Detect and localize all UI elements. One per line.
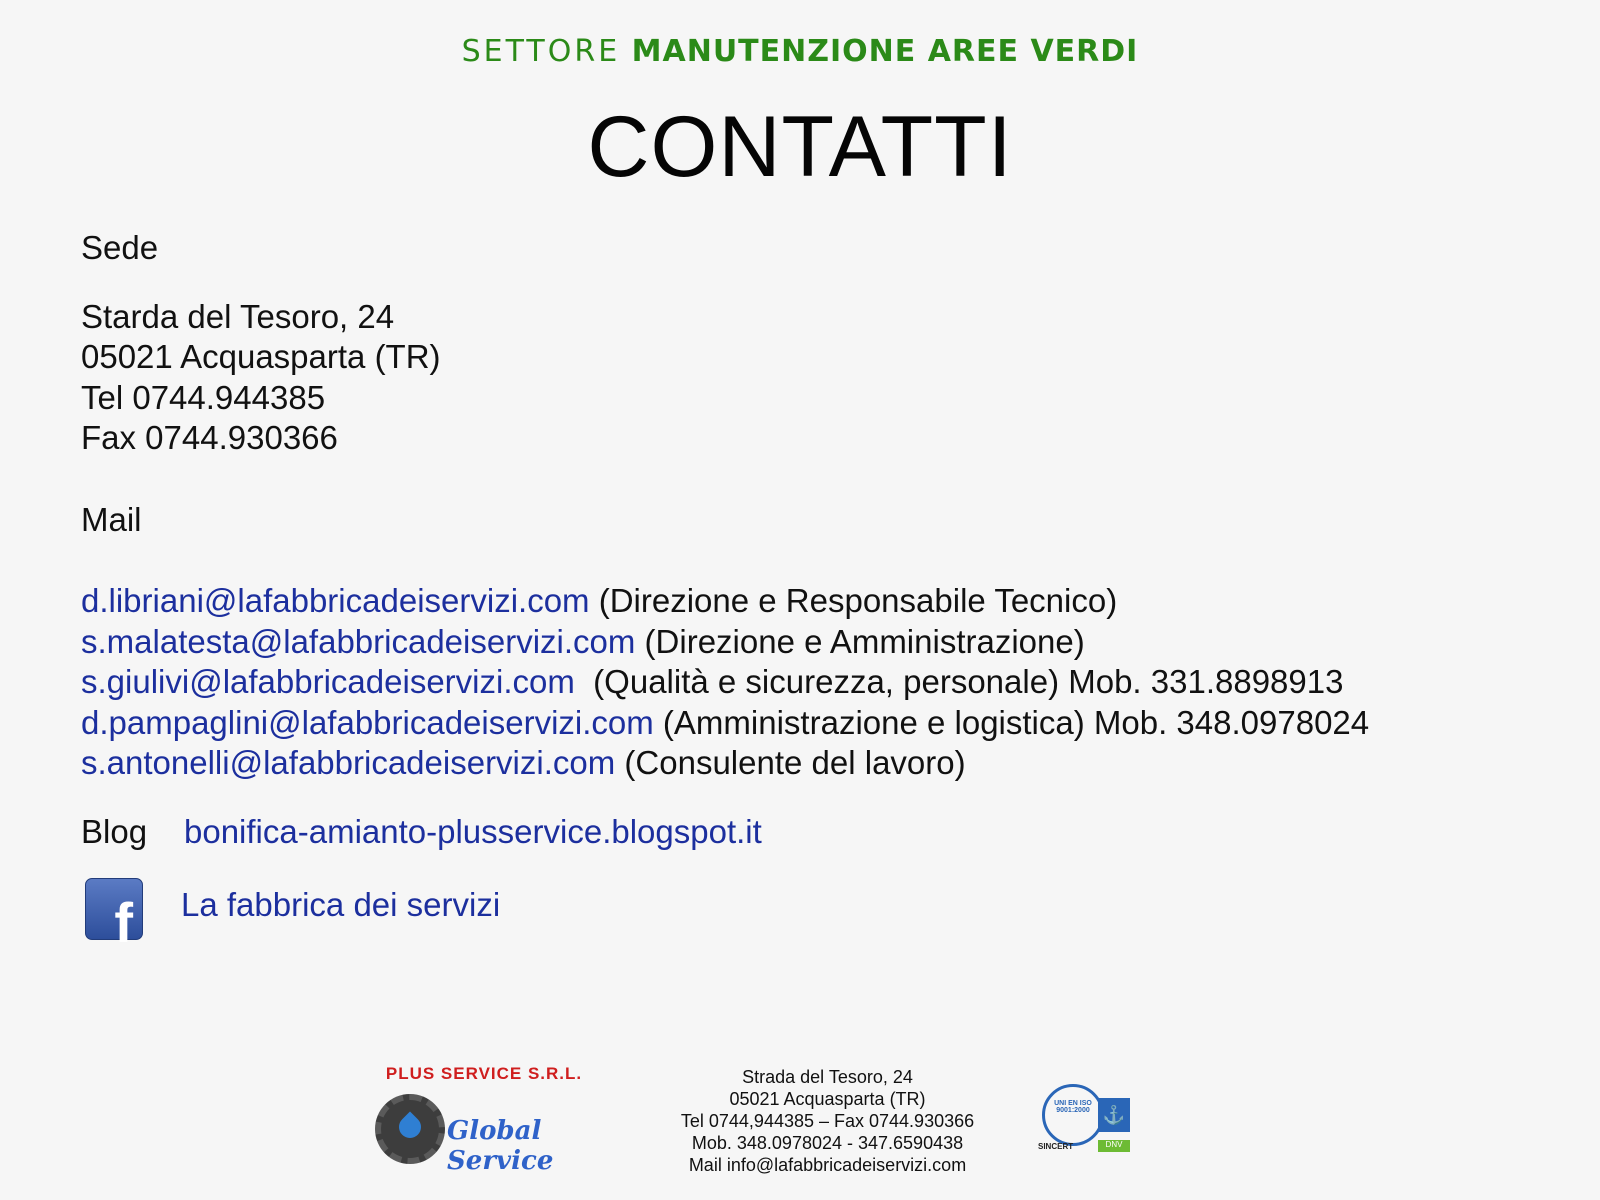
cert-tag: DNV — [1098, 1140, 1130, 1152]
blog-link[interactable]: bonifica-amianto-plusservice.blogspot.it — [184, 812, 762, 850]
email-link[interactable]: s.giulivi@lafabbricadeiservizi.com — [81, 663, 575, 700]
cert-label: SINCERT — [1038, 1142, 1074, 1151]
facebook-row — [81, 882, 1581, 954]
footer-line: Mail info@lafabbricadeiservizi.com — [688, 1155, 967, 1175]
anchor-icon: ⚓ — [1098, 1098, 1130, 1132]
water-drop-icon — [394, 1111, 425, 1142]
footer-line: Mob. 348.0978024 - 347.6590438 — [691, 1133, 964, 1153]
sede-label: Sede — [81, 229, 159, 266]
blog-row — [81, 812, 1581, 853]
email-link[interactable]: d.pampaglini@lafabbricadeiservizi.com — [81, 703, 654, 741]
cert-ring-text: UNI EN ISO 9001:2000 — [1054, 1100, 1092, 1114]
email-description: (Consulente del lavoro) — [615, 744, 966, 781]
cert-ring — [1042, 1084, 1104, 1146]
email-description: (Qualità e sicurezza, personale) Mob. 331.8898913 — [574, 663, 1344, 700]
sector-prefix: SETTORE — [461, 34, 621, 69]
address-line2: 05021 Acquasparta (TR) — [81, 338, 441, 375]
mail-entry — [81, 743, 1581, 784]
sector-main: MANUTENZIONE AREE VERDI — [631, 34, 1139, 69]
mail-entry — [81, 703, 1581, 744]
footer-line: 05021 Acquasparta (TR) — [729, 1089, 926, 1109]
contact-content — [81, 228, 1581, 954]
company-name: PLUS SERVICE S.R.L. — [385, 1064, 583, 1083]
mail-entry — [81, 622, 1581, 663]
gear-icon — [375, 1094, 445, 1164]
mail-entry — [81, 581, 1581, 622]
footer-line: Tel 0744,944385 – Fax 0744.930366 — [680, 1111, 975, 1131]
brand-name: Global Service — [447, 1116, 554, 1176]
email-link[interactable]: d.libriani@lafabbricadeiservizi.com — [81, 582, 590, 619]
blog-label: Blog — [81, 812, 148, 850]
address-line1: Starda del Tesoro, 24 — [81, 297, 395, 335]
email-description: (Direzione e Amministrazione) — [635, 622, 1085, 660]
mail-label: Mail — [81, 500, 142, 538]
tel-number: Tel 0744.944385 — [81, 378, 326, 416]
company-logo — [345, 1058, 625, 1176]
footer-contact — [650, 1066, 1005, 1176]
facebook-link[interactable]: La fabbrica dei servizi — [181, 885, 501, 923]
email-link[interactable]: s.malatesta@lafabbricadeiservizi.com — [81, 622, 636, 660]
footer-line: Strada del Tesoro, 24 — [742, 1067, 913, 1087]
email-description: (Amministrazione e logistica) Mob. 348.0978024 — [653, 703, 1370, 741]
page-title: CONTATTI — [587, 99, 1013, 195]
facebook-icon[interactable]: f — [85, 878, 143, 940]
mail-entry — [81, 662, 1581, 703]
email-description: (Direzione e Responsabile Tecnico) — [589, 582, 1118, 619]
email-link[interactable]: s.antonelli@lafabbricadeiservizi.com — [81, 744, 616, 781]
sector-heading — [0, 34, 1600, 69]
fax-number: Fax 0744.930366 — [81, 419, 338, 456]
certification-badge — [1038, 1082, 1132, 1154]
